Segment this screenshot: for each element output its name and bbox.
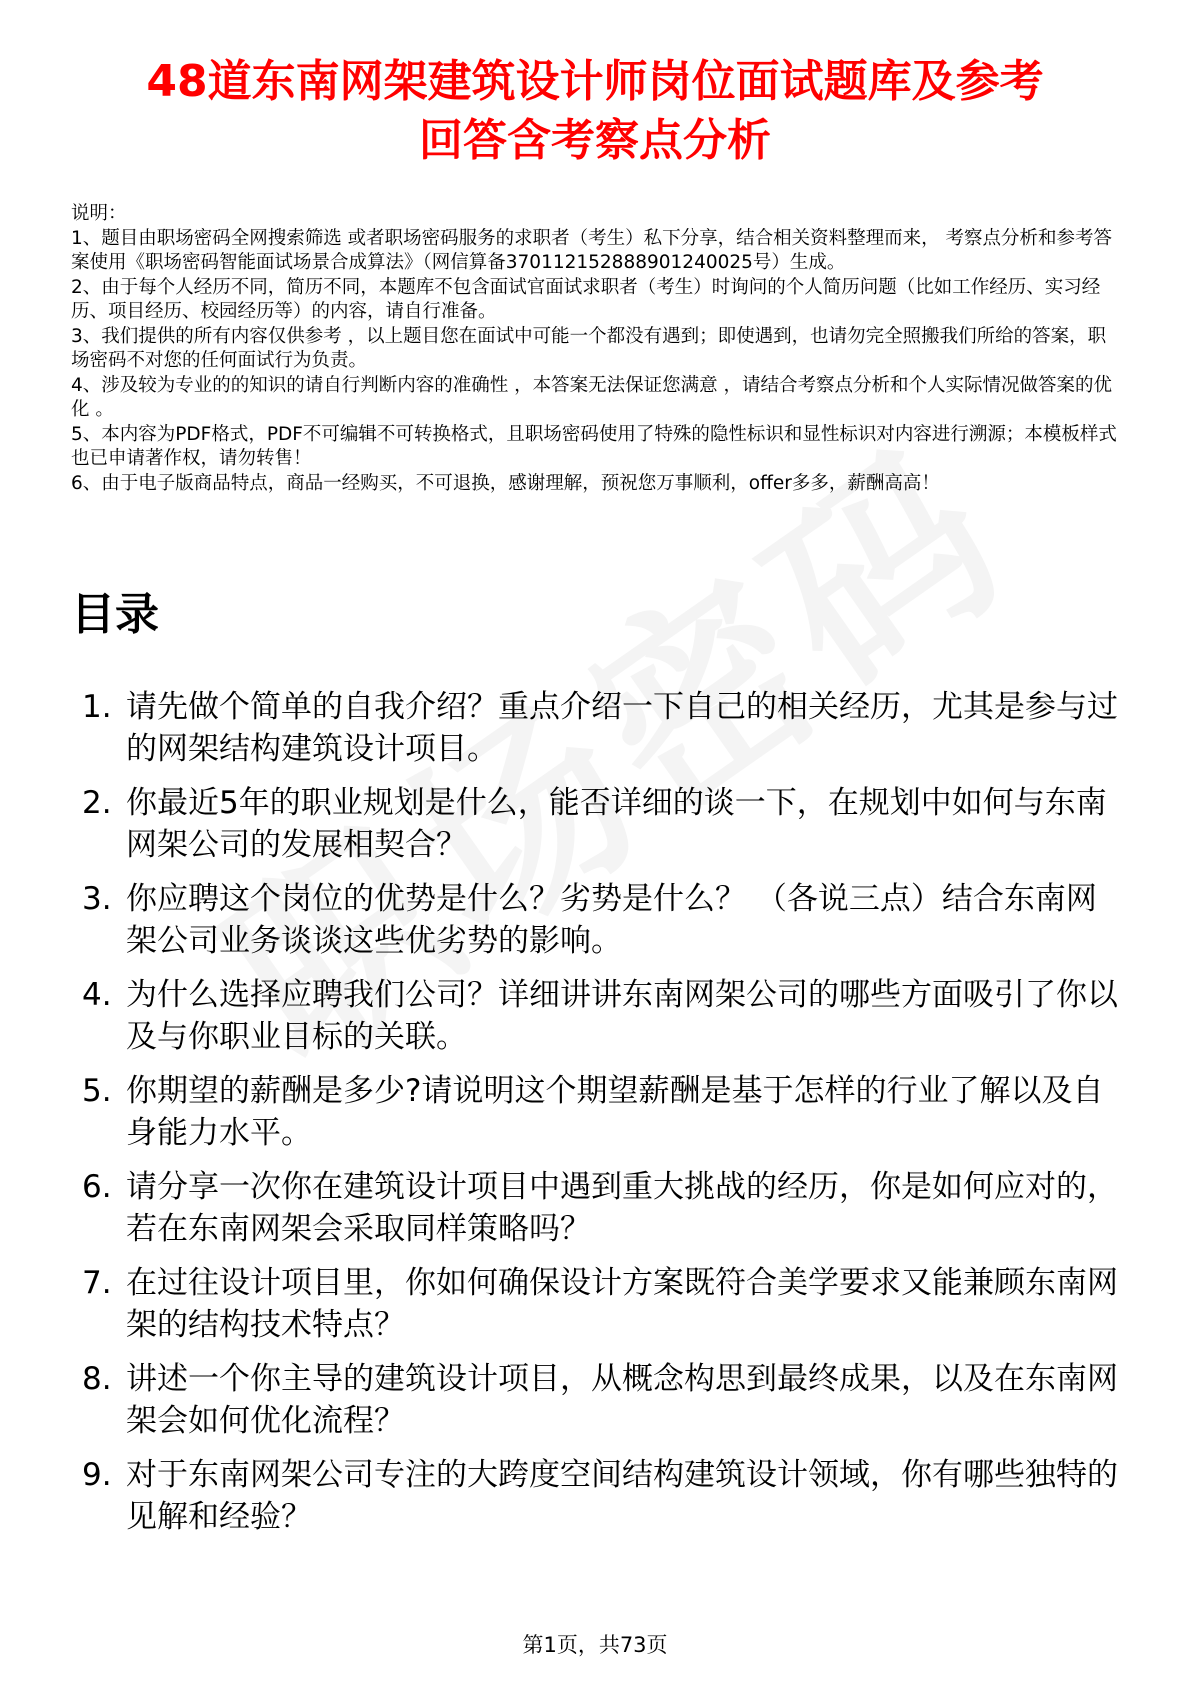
page-footer: 第1页，共73页 (522, 1633, 668, 1657)
document-title (70, 52, 1120, 170)
note-item: 2、由于每个人经历不同，简历不同，本题库不包含面试官面试求职者（考生）时询问的个人简历问题（比如工作经历、实习经历、项目经历、校园经历等）的内容，请自行准备。 (71, 276, 1101, 322)
question-number: 1. (82, 689, 112, 725)
question-text: 为什么选择应聘我们公司？详细讲讲东南网架公司的哪些方面吸引了你以及与你职业目标的关联。 (126, 977, 1118, 1055)
question-number: 7. (82, 1265, 112, 1301)
question-number: 5. (82, 1073, 112, 1109)
note-item: 5、本内容为PDF格式，PDF不可编辑不可转换格式，且职场密码使用了特殊的隐性标识和显性标识对内容进行溯源；本模板样式也已申请著作权，请勿转售！ (71, 423, 1117, 469)
question-item (82, 974, 1132, 1070)
question-text: 请分享一次你在建筑设计项目中遇到重大挑战的经历，你是如何应对的，若在东南网架会采取同样策略吗？ (126, 1169, 1118, 1247)
question-text: 你应聘这个岗位的优势是什么？劣势是什么？ （各说三点）结合东南网架公司业务谈谈这些优劣势的影响。 (126, 881, 1097, 959)
question-number: 3. (82, 881, 112, 917)
question-text: 请先做个简单的自我介绍？重点介绍一下自己的相关经历，尤其是参与过的网架结构建筑设计项目。 (126, 689, 1118, 767)
question-text: 讲述一个你主导的建筑设计项目，从概念构思到最终成果，以及在东南网架会如何优化流程？ (126, 1361, 1118, 1439)
question-text: 你最近5年的职业规划是什么，能否详细的谈一下，在规划中如何与东南网架公司的发展相契合？ (126, 785, 1107, 863)
question-list (82, 686, 1132, 1550)
question-number: 2. (82, 785, 112, 821)
question-text: 在过往设计项目里，你如何确保设计方案既符合美学要求又能兼顾东南网架的结构技术特点？ (126, 1265, 1118, 1343)
note-item: 3、我们提供的所有内容仅供参考 ，以上题目您在面试中可能一个都没有遇到；即使遇到，也请勿完全照搬我们所给的答案，职场密码不对您的任何面试行为负责。 (71, 325, 1107, 371)
note-item: 4、涉及较为专业的的知识的请自行判断内容的准确性 ，本答案无法保证您满意 ，请结合考察点分析和个人实际情况做答案的优化 。 (71, 374, 1113, 420)
question-item (82, 1070, 1132, 1166)
question-number: 9. (82, 1457, 112, 1493)
question-number: 8. (82, 1361, 112, 1397)
question-text: 对于东南网架公司专注的大跨度空间结构建筑设计领域，你有哪些独特的见解和经验？ (126, 1457, 1118, 1535)
question-item (82, 1262, 1132, 1358)
question-item (82, 1166, 1132, 1262)
note-item: 6、由于电子版商品特点，商品一经购买，不可退换，感谢理解，预祝您万事顺利，offer多多，薪酬高高！ (71, 472, 940, 494)
note-item: 1、题目由职场密码全网搜索筛选 或者职场密码服务的求职者（考生）私下分享，结合相关资料整理而来， 考察点分析和参考答案使用《职场密码智能面试场景合成算法》（网信算备370112152888901240025号）生成。 (71, 227, 1113, 273)
title-line-1: 48道东南网架建筑设计师岗位面试题库及参考 (146, 56, 1044, 107)
question-item (82, 1454, 1132, 1550)
question-item (82, 1358, 1132, 1454)
question-item (82, 686, 1132, 782)
notes-heading: 说明： (71, 203, 127, 224)
title-line-2: 回答含考察点分析 (419, 115, 771, 166)
notes-section (71, 202, 1121, 496)
toc-heading: 目录 (71, 589, 159, 640)
question-number: 6. (82, 1169, 112, 1205)
question-item (82, 782, 1132, 878)
question-item (82, 878, 1132, 974)
question-number: 4. (82, 977, 112, 1013)
question-text: 你期望的薪酬是多少?请说明这个期望薪酬是基于怎样的行业了解以及自身能力水平。 (126, 1073, 1104, 1151)
